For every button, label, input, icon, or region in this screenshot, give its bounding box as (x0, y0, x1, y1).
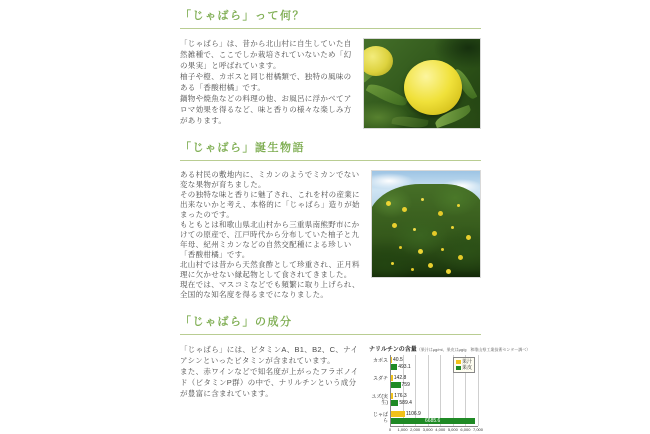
leaf-shape (391, 114, 428, 129)
x-tick-label: 6,000 (460, 427, 471, 432)
narirutin-content-chart (369, 344, 531, 434)
x-tick-label: 2,000 (410, 427, 421, 432)
x-tick-label: 7,000 (472, 427, 484, 432)
section-heading: 「じゃばら」って何？ (180, 7, 481, 29)
bar-果汁 (391, 411, 405, 417)
bar-value: 493.1 (398, 364, 411, 370)
section-components (180, 313, 531, 434)
chart-title: ナリルチンの含量（果汁はμg/ml、果皮はμg/g 和歌山県工業技術センター調べ） (369, 347, 531, 353)
section-text (180, 38, 356, 129)
category-label: じゃばら (372, 412, 388, 424)
paragraph: その独特な味と香りに魅了され、これを村の産業に出来ないかと考え、本格的に「じゃばら」造りが始まったのです。 (180, 190, 360, 219)
x-tick-label: 3,000 (422, 427, 433, 432)
section-what-is-jabara (180, 7, 481, 129)
paragraph: もともとは和歌山県北山村から三重県南熊野市にかけての原産で、江戸時代から分布していた柚子と九年母、紀州ミカンなどの自然交配種による珍しい「香酸柑橘」です。 (180, 220, 360, 259)
chart-plot-area (369, 355, 481, 427)
legend-swatch (456, 366, 461, 370)
gridline (478, 355, 479, 426)
paragraph: 北山村では昔から天然食酢として珍重され、正月料理に欠かせない縁起物として食されてきました。 (180, 260, 360, 279)
bar-果皮 (391, 364, 397, 370)
bar-value: 6685.6 (425, 418, 441, 424)
x-tick-label: 5,000 (447, 427, 458, 432)
bar-value: 40.5 (393, 357, 403, 363)
paragraph: また、赤ワインなどで知名度が上がったフラボノイド（ビタミンP群）の中で、ナリルチンという成分が豊富に含まれています。 (180, 367, 359, 398)
chart-x-axis (388, 427, 484, 434)
paragraph: 現在では、マスコミなどでも頻繁に取り上げられ、全国的な知名度を得るまでになりました。 (180, 280, 360, 299)
bar-果汁 (391, 393, 393, 399)
category-label: ユズ(実生) (371, 394, 388, 406)
jabara-tree-photo (371, 170, 481, 278)
chart-plot (390, 355, 478, 427)
bar-value: 1106.9 (405, 411, 421, 417)
bar-value: 589.4 (399, 400, 412, 406)
bar-果皮 (391, 382, 401, 388)
article-column (180, 0, 531, 434)
small-fruit-shape (363, 46, 393, 76)
bar-果汁 (391, 357, 392, 363)
gridline (440, 355, 441, 426)
section-text (180, 170, 364, 300)
section-birth-story (180, 139, 481, 300)
bar-果汁 (391, 375, 393, 381)
legend-item (456, 365, 472, 371)
legend-label: 果汁 (461, 359, 472, 365)
category-label: カボス (372, 358, 388, 364)
paragraph: 「じゃばら」には、ビタミンA、B1、B2、C、ナイアシンといったビタミンが含まれています。 (180, 345, 359, 365)
leaf-shape (366, 80, 409, 110)
legend-swatch (456, 360, 461, 364)
section-heading: 「じゃばら」誕生物語 (180, 139, 481, 161)
section-heading: 「じゃばら」の成分 (180, 313, 481, 335)
category-label: スダチ (372, 376, 388, 382)
chart-legend (453, 357, 475, 373)
bar-value: 142.8 (393, 375, 407, 381)
jabara-fruit-shape (404, 60, 462, 115)
x-tick-label: 4,000 (435, 427, 446, 432)
paragraph: ある村民の敷地内に、ミカンのようでミカンでない変な果物が育ちました。 (180, 170, 360, 189)
bar-value: 759 (401, 382, 410, 388)
paragraph: 「じゃばら」は、昔から北山村に自生していた自然雑種で、ここでしか栽培されていないため「幻の果実」と呼ばれています。 (180, 39, 352, 70)
gridline (428, 355, 429, 426)
paragraph: 柚子や橙、カボスと同じ柑橘類で、独特の風味のある「香酸柑橘」です。 (180, 72, 352, 92)
x-tick-label: 1,000 (397, 427, 408, 432)
section-text (180, 344, 362, 434)
bar-value: 176.3 (394, 393, 407, 399)
chart-y-labels (369, 355, 390, 427)
chart-subtitle: （果汁はμg/ml、果皮はμg/g 和歌山県工業技術センター調べ） (416, 347, 531, 352)
bar-果皮 (391, 400, 398, 406)
fruit-dots (386, 201, 391, 206)
paragraph: 鍋物や焼魚などの料理の他、お風呂に浮かべてアロマ効果を得るなど、味と香りの様々な楽しみ方があります。 (180, 94, 352, 125)
jabara-fruit-closeup-photo (363, 38, 481, 129)
x-tick-label: 0 (388, 427, 392, 432)
legend-label: 果皮 (461, 365, 472, 371)
tree-shape (371, 184, 481, 277)
